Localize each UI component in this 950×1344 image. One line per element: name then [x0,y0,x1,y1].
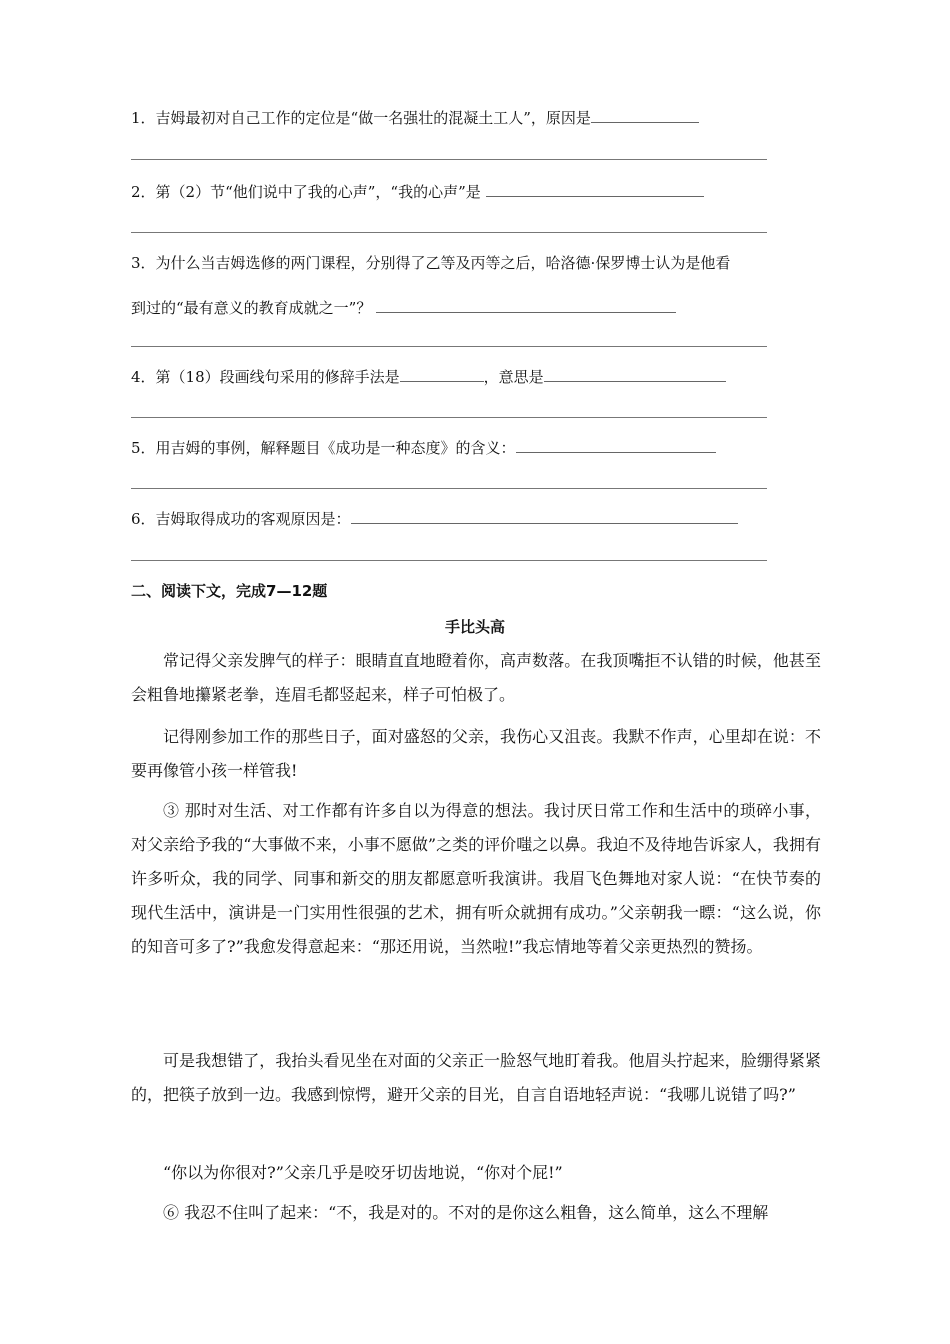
question-3-text: 3．为什么当吉姆选修的两门课程，分别得了乙等及丙等之后，哈洛德·保罗博士认为是他看 [131,254,731,272]
paragraph-3: ③ 那时对生活、对工作都有许多自以为得意的想法。我讨厌日常工作和生活中的琐碎小事，对父亲给予我的“大事做不来，小事不愿做”之类的评价嗤之以鼻。我迫不及待地告诉家人，我拥有许多听众，我的同学、同事和新交的朋友都愿意听我演讲。我眉飞色舞地对家人说：“在快节奏的现代生活中，演讲是一门实用性很强的艺术，拥有听众就拥有成功。”父亲朝我一瞟：“这么说，你的知音可多了?”我愈发得意起来：“那还用说，当然啦!”我忘情地等着父亲更热烈的赞扬。 [131,801,821,956]
answer-line[interactable] [131,159,767,160]
question-4-mid: ，意思是 [483,368,544,386]
question-3-text-2: 到过的“最有意义的教育成就之一”？ [131,299,377,317]
paragraph-2: 记得刚参加工作的那些日子，面对盛怒的父亲，我伤心又沮丧。我默不作声，心里却在说：不要再像管小孩一样管我! [131,727,821,780]
question-3-continued [131,298,676,318]
paragraph-5: “你以为你很对?”父亲几乎是咬牙切齿地说，“你对个屁!” [163,1163,563,1182]
question-1 [131,108,699,128]
paragraph-6: ⑥ 我忍不住叫了起来：“不，我是对的。不对的是你这么粗鲁，这么简单，这么不理解 [163,1203,769,1222]
section-heading: 二、阅读下文，完成7—12题 [131,582,328,600]
answer-blank[interactable] [516,438,716,453]
question-2 [131,182,704,202]
question-4-text: 4．第（18）段画线句采用的修辞手法是 [131,368,400,386]
answer-line[interactable] [131,417,767,418]
answer-blank[interactable] [486,182,704,197]
answer-line[interactable] [131,488,767,489]
paragraph-4: 可是我想错了，我抬头看见坐在对面的父亲正一脸怒气地盯着我。他眉头拧起来，脸绷得紧紧的，把筷子放到一边。我感到惊愕，避开父亲的目光，自言自语地轻声说：“我哪儿说错了吗?” [131,1051,821,1104]
answer-line[interactable] [131,560,767,561]
answer-blank[interactable] [400,367,484,382]
article-title: 手比头高 [444,618,505,636]
answer-line[interactable] [131,232,767,233]
question-4 [131,367,726,387]
question-5 [131,438,716,458]
question-6-text: 6．吉姆取得成功的客观原因是： [131,510,351,528]
answer-blank[interactable] [351,509,738,524]
question-2-text: 2．第（2）节“他们说中了我的心声”，“我的心声”是 [131,183,486,201]
answer-blank[interactable] [376,298,676,313]
question-6 [131,509,738,529]
question-5-text: 5．用吉姆的事例，解释题目《成功是一种态度》的含义： [131,439,516,457]
answer-blank[interactable] [591,108,699,123]
paragraph-1: 常记得父亲发脾气的样子：眼睛直直地瞪着你，高声数落。在我顶嘴拒不认错的时候，他甚至会粗鲁地攥紧老拳，连眉毛都竖起来，样子可怕极了。 [131,651,821,704]
answer-blank[interactable] [544,367,726,382]
answer-line[interactable] [131,346,767,347]
question-1-text: 1．吉姆最初对自己工作的定位是“做一名强壮的混凝土工人”，原因是 [131,109,591,127]
question-3 [131,253,730,273]
